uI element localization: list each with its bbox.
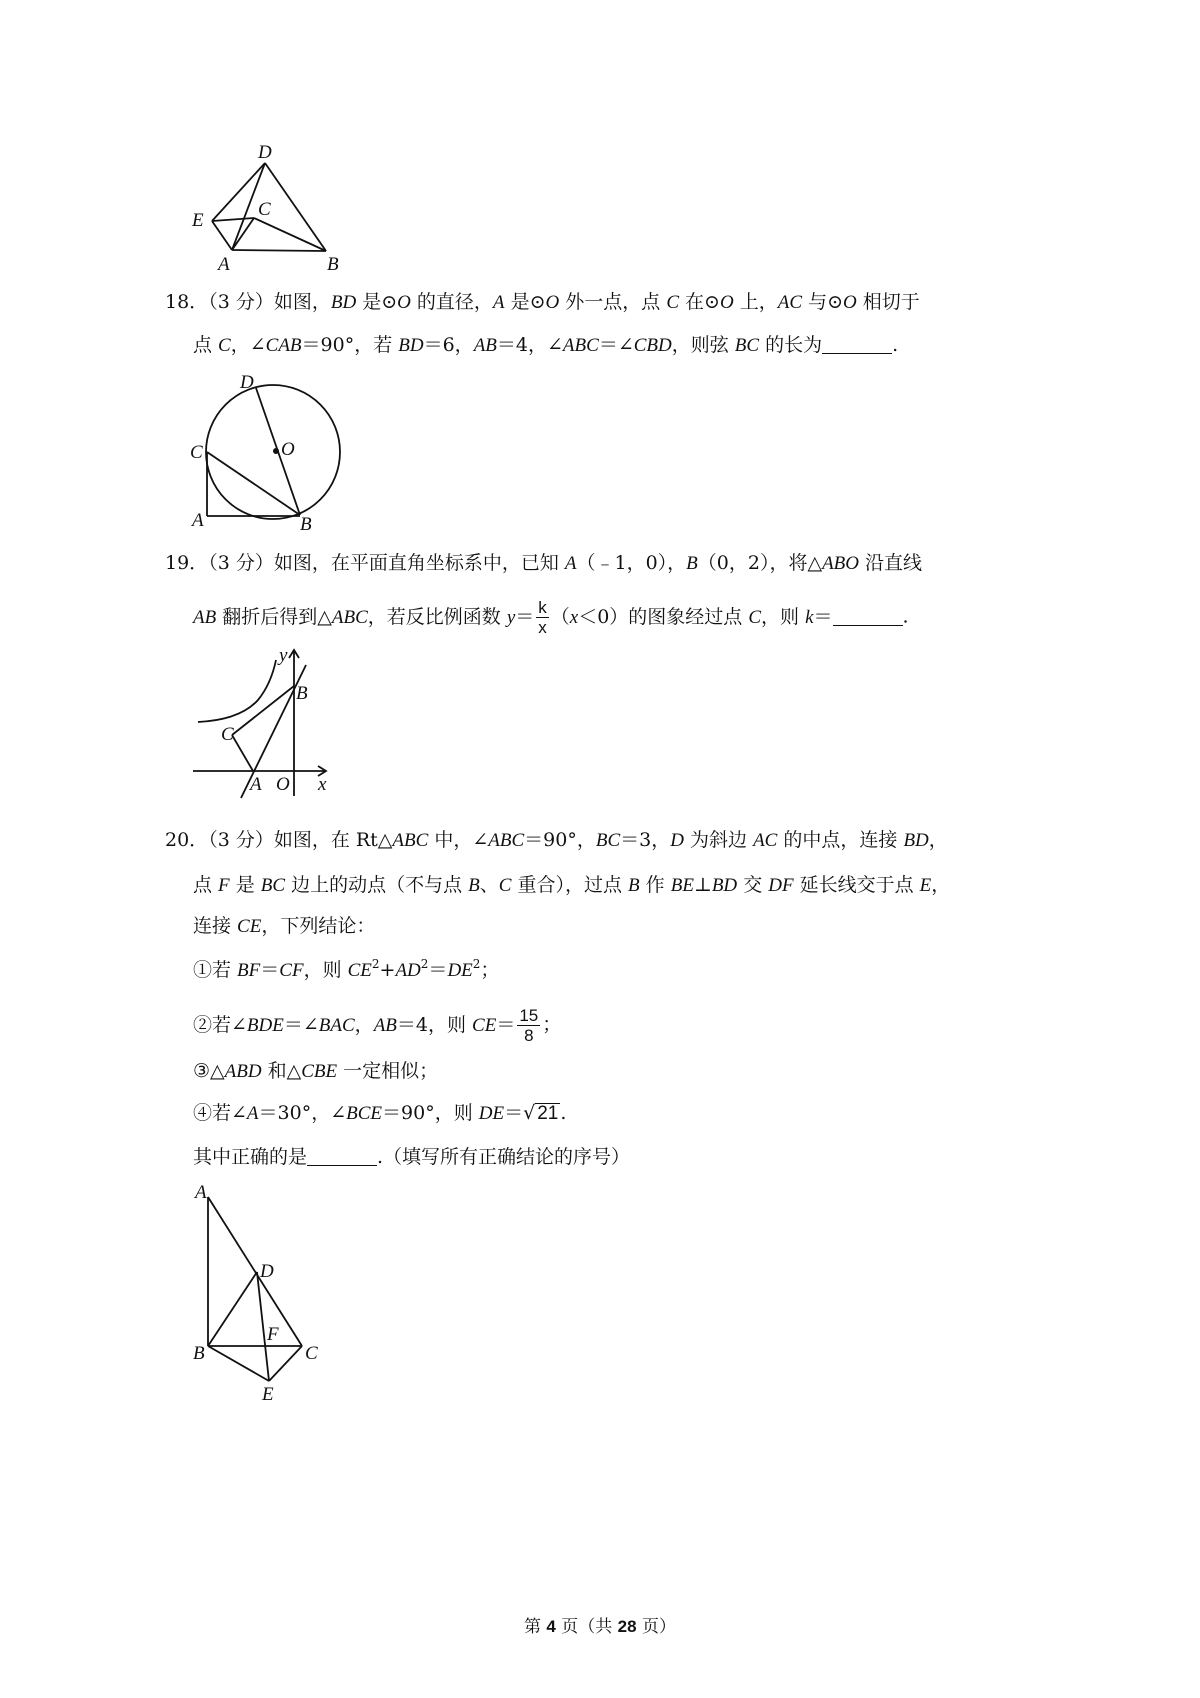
text-run: 在⊙ xyxy=(679,291,720,313)
q20-score: （3 分） xyxy=(208,829,274,851)
math-symbol: D xyxy=(670,830,684,851)
text-run: 如图， xyxy=(273,291,331,313)
fig17-label-c: C xyxy=(258,199,271,220)
footer-pre: 第 xyxy=(523,1617,547,1637)
math-symbol: AB xyxy=(473,335,497,356)
math-symbol: C xyxy=(498,875,512,896)
text-run: 相切于 xyxy=(856,291,920,313)
text-run: 作 xyxy=(639,874,671,896)
fig18-label-d: D xyxy=(240,372,254,393)
text-run: 点 xyxy=(193,334,219,356)
text-run: 连接 xyxy=(193,915,238,937)
math-symbol: AD xyxy=(395,960,421,981)
math-symbol: CE xyxy=(237,916,262,937)
text-run: ，下列结论： xyxy=(261,915,376,937)
fig20-label-c: C xyxy=(305,1343,318,1364)
text-run: 交 xyxy=(737,874,769,896)
text-run: 翻折后得到△ xyxy=(216,605,332,628)
text-run: ＝ xyxy=(515,605,535,628)
fig19-label-a: A xyxy=(250,774,262,795)
math-symbol: BDE xyxy=(246,1014,284,1036)
math-symbol: CBD xyxy=(633,335,672,356)
text-run: 、 xyxy=(479,874,499,896)
math-symbol: BE xyxy=(670,875,694,896)
math-symbol: BD xyxy=(711,875,738,896)
math-symbol: AB xyxy=(373,1014,397,1036)
math-symbol: BAC xyxy=(318,1014,355,1036)
math-symbol: DF xyxy=(768,875,794,896)
math-symbol: BF xyxy=(237,960,261,981)
q20-c2-numerator: 15 xyxy=(519,1006,539,1025)
math-symbol: CF xyxy=(279,960,304,981)
math-symbol: O xyxy=(397,292,411,313)
math-symbol: BD xyxy=(330,292,357,313)
fig20-label-d: D xyxy=(260,1261,274,1282)
superscript: 2 xyxy=(371,957,380,971)
fig18-label-o: O xyxy=(281,439,295,460)
math-symbol: AB xyxy=(193,606,217,628)
text-run: 的长为 xyxy=(759,334,823,356)
fig17-label-a: A xyxy=(218,254,230,275)
q19-frac-numerator: k xyxy=(538,598,547,617)
q19-score: （3 分） xyxy=(208,552,274,574)
math-symbol: ABC xyxy=(331,606,368,628)
text-run: ＝3， xyxy=(620,829,671,851)
fig19-label-y: y xyxy=(279,645,288,666)
text-run: 是 xyxy=(229,874,261,896)
text-run: 的中点，连接 xyxy=(777,829,904,851)
math-symbol: CBE xyxy=(301,1061,338,1082)
math-symbol: AC xyxy=(753,830,778,851)
fig20-label-a: A xyxy=(195,1182,207,1203)
text-run: ，∠ xyxy=(230,334,266,356)
math-symbol: DE xyxy=(447,960,473,981)
text-run: ＜0）的图象经过点 xyxy=(578,605,749,628)
text-run: ； xyxy=(480,959,500,981)
math-symbol: ABC xyxy=(488,830,525,851)
text-run: ①若 xyxy=(193,959,238,981)
fig17-label-b: B xyxy=(327,254,339,275)
math-symbol: y xyxy=(506,606,516,628)
math-symbol: BD xyxy=(903,830,929,851)
text-run: ， xyxy=(354,1013,374,1036)
sqrt-icon: √ xyxy=(523,1102,536,1124)
text-run: 为斜边 xyxy=(683,829,754,851)
q20-number: 20． xyxy=(165,829,209,851)
text-run: 中，∠ xyxy=(428,829,489,851)
math-symbol: ABC xyxy=(392,830,429,851)
text-run: 边上的动点（不与点 xyxy=(285,874,469,896)
text-run: 延长线交于点 xyxy=(793,874,920,896)
math-symbol: CE xyxy=(347,960,372,981)
text-run: ＝30°，∠ xyxy=(258,1102,347,1124)
math-symbol: E xyxy=(919,875,932,896)
fig19-label-b: B xyxy=(296,683,308,704)
math-symbol: ABO xyxy=(822,553,860,574)
math-symbol: A xyxy=(492,292,505,313)
q18-end: . xyxy=(892,334,899,356)
text-run: 如图，在 Rt△ xyxy=(273,829,393,851)
math-symbol: C xyxy=(748,606,762,628)
text-run: 一定相似； xyxy=(337,1060,439,1082)
math-symbol: O xyxy=(545,292,560,313)
math-symbol: B xyxy=(628,875,640,896)
math-symbol: B xyxy=(686,553,698,574)
footer-total-pages: 28 xyxy=(617,1617,637,1636)
footer-post: 页） xyxy=(636,1617,676,1637)
q20-c2-end: ； xyxy=(542,1013,562,1036)
math-symbol: AC xyxy=(777,292,803,313)
text-run: ＝90°， xyxy=(524,829,596,851)
q19-end: . xyxy=(902,605,909,628)
math-symbol: BC xyxy=(734,335,760,356)
q20-ask-note: .（填写所有正确结论的序号） xyxy=(377,1146,631,1168)
text-run: ④若∠ xyxy=(193,1102,247,1124)
text-run: ＝4，则 xyxy=(396,1013,473,1036)
q18-number: 18． xyxy=(165,291,209,313)
fig19-label-o: O xyxy=(276,774,290,795)
fig17-label-d: D xyxy=(258,142,272,163)
text-run: （0，2），将△ xyxy=(697,552,823,574)
page-footer xyxy=(0,1612,1200,1637)
text-run: ， xyxy=(931,874,951,896)
text-run: 如图，在平面直角坐标系中，已知 xyxy=(273,552,565,574)
text-run: ＝90°，若 xyxy=(301,334,399,356)
text-run: ＝ xyxy=(428,959,448,981)
text-run: ，则 xyxy=(303,959,348,981)
text-run: ＝ xyxy=(260,959,280,981)
math-symbol: DE xyxy=(478,1103,505,1124)
text-run: ＝∠ xyxy=(283,1013,319,1036)
math-symbol: BC xyxy=(595,830,621,851)
math-symbol: ABD xyxy=(224,1061,262,1082)
footer-mid: 页（共 xyxy=(555,1617,618,1637)
q20-c4-end: . xyxy=(560,1102,567,1124)
math-symbol: O xyxy=(843,292,857,313)
text-run: 与⊙ xyxy=(802,291,844,313)
text-run: ，则 xyxy=(761,605,806,628)
math-symbol: C xyxy=(218,335,231,356)
math-symbol: BD xyxy=(398,335,424,356)
q18-score: （3 分） xyxy=(208,291,274,313)
fig19-label-x: x xyxy=(318,774,327,795)
fig18-label-b: B xyxy=(300,514,312,535)
text-run: 点 xyxy=(193,874,219,896)
math-symbol: ABC xyxy=(562,335,599,356)
text-run: （﹣1，0）， xyxy=(576,552,687,574)
math-symbol: CE xyxy=(472,1014,497,1036)
text-run: ＝90°，则 xyxy=(382,1102,479,1124)
text-run: 的直径， xyxy=(410,291,493,313)
fig19-label-c: C xyxy=(221,724,234,745)
text-run: ＝6， xyxy=(423,334,474,356)
text-run: ， xyxy=(928,829,948,851)
text-run: ②若∠ xyxy=(193,1013,247,1036)
text-run: ③△ xyxy=(193,1060,225,1082)
text-run: ＝4，∠ xyxy=(496,334,563,356)
fig20-label-b: B xyxy=(193,1343,205,1364)
text-run: ＝ xyxy=(813,605,833,628)
math-symbol: k xyxy=(805,606,814,628)
q20-c2-denominator: 8 xyxy=(524,1026,534,1045)
text-run: 外一点，点 xyxy=(559,291,667,313)
text-run: ＝ xyxy=(504,1102,524,1124)
text-run: 是⊙ xyxy=(504,291,546,313)
math-symbol: B xyxy=(468,875,480,896)
q20-ask-text: 其中正确的是 xyxy=(193,1146,308,1168)
text-run: ＝∠ xyxy=(598,334,634,356)
text-run: 上， xyxy=(733,291,778,313)
math-symbol: x xyxy=(569,606,579,628)
footer-page-number: 4 xyxy=(546,1617,556,1636)
fig18-label-c: C xyxy=(190,442,203,463)
q19-number: 19． xyxy=(165,552,209,574)
math-symbol: A xyxy=(564,553,577,574)
fig17-label-e: E xyxy=(192,210,204,231)
q19-frac-denominator: x xyxy=(538,618,547,637)
text-run: 和△ xyxy=(261,1060,302,1082)
text-run: ⊥ xyxy=(693,874,712,896)
text-run: ，则弦 xyxy=(671,334,735,356)
math-symbol: BC xyxy=(260,875,286,896)
math-symbol: F xyxy=(218,875,230,896)
text-run: （ xyxy=(550,605,570,628)
text-run: 是⊙ xyxy=(356,291,398,313)
fig20-label-e: E xyxy=(262,1384,274,1405)
math-symbol: A xyxy=(246,1103,259,1124)
text-run: 重合），过点 xyxy=(511,874,629,896)
q20-c4-sqrt-value: 21 xyxy=(537,1103,559,1124)
math-symbol: O xyxy=(719,292,734,313)
text-run: + xyxy=(379,959,396,981)
math-symbol: C xyxy=(666,292,680,313)
superscript: 2 xyxy=(472,957,481,971)
math-symbol: CAB xyxy=(265,335,302,356)
fig18-label-a: A xyxy=(192,510,204,531)
fig20-label-f: F xyxy=(267,1324,279,1345)
text-run: ＝ xyxy=(496,1013,516,1036)
superscript: 2 xyxy=(420,957,429,971)
text-run: 沿直线 xyxy=(859,552,923,574)
text-run: ，若反比例函数 xyxy=(367,605,507,628)
math-symbol: BCE xyxy=(346,1103,383,1124)
